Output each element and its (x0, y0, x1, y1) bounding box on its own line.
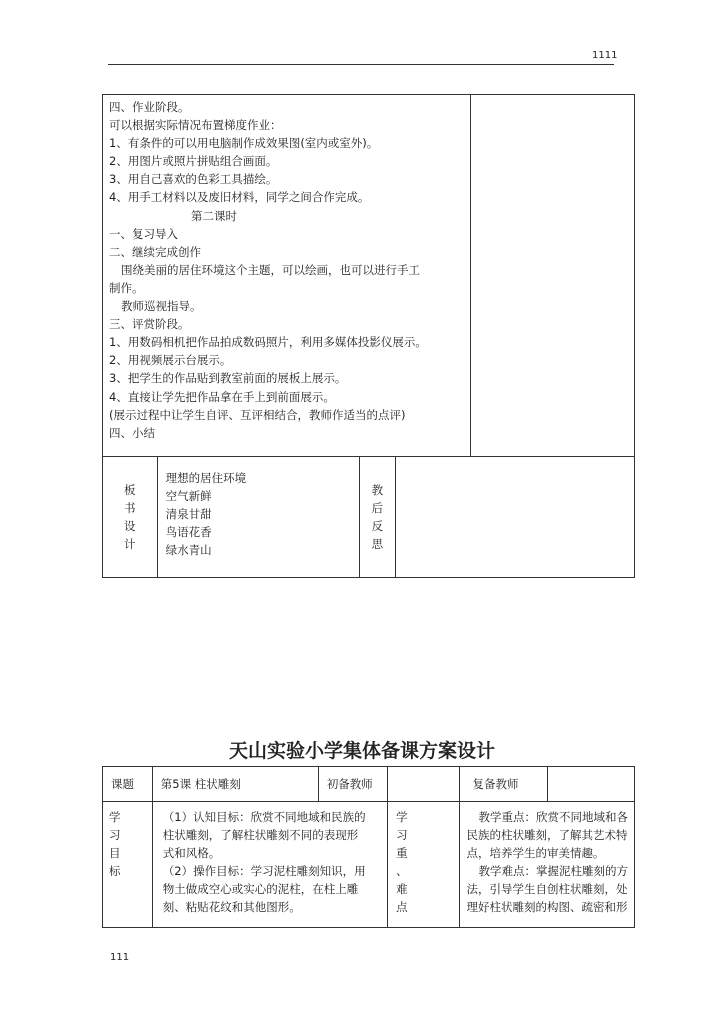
board-item: 空气新鲜 (165, 489, 212, 504)
keypoints-content (460, 802, 635, 928)
keypoint-line: 民族的柱状雕刻，了解其艺术特 (466, 828, 628, 843)
lesson-plan-table (102, 766, 635, 928)
board-item: 清泉甘甜 (165, 507, 212, 522)
objective-line: 柱状雕刻，了解柱状雕刻不同的表现形 (162, 828, 359, 843)
keypoint-line: 理好柱状雕刻的构图、疏密和形 (466, 900, 628, 915)
activity-line: 4、用手工材料以及废旧材料，同学之间合作完成。 (109, 190, 370, 205)
activity-line: 2、用视频展示台展示。 (109, 353, 232, 368)
second-period-heading: 第二课时 (191, 208, 237, 223)
reflection-label: 教 后 反 思 (359, 457, 396, 578)
lesson-label: 课题 (103, 767, 153, 802)
board-item: 鸟语花香 (165, 525, 212, 540)
activity-line: 教师巡视指导。 (121, 299, 202, 314)
objective-line: （1）认知目标：欣赏不同地域和民族的 (162, 810, 366, 824)
objective-line: （2）操作目标：学习泥柱雕刻知识，用 (162, 864, 366, 879)
objective-line: 式和风格。 (162, 846, 221, 861)
plan-title: 天山实验小学集体备课方案设计 (228, 740, 495, 762)
review-teacher-label: 复备教师 (460, 767, 548, 802)
lesson-value: 第5课 柱状雕刻 (152, 767, 318, 802)
activity-line: 围绕美丽的居住环境这个主题，可以绘画，也可以进行手工 (121, 262, 420, 277)
activity-line: 1、有条件的可以用电脑制作成效果图(室内或室外)。 (109, 136, 379, 151)
activity-line: 2、用图片或照片拼贴组合画面。 (109, 154, 278, 169)
activity-line: 三、评赏阶段。 (109, 317, 190, 332)
header-rule (108, 64, 614, 65)
reflection-content (396, 457, 635, 578)
keypoint-line: 教学难点：掌握泥柱雕刻的方 (478, 864, 628, 879)
objectives-content (152, 802, 387, 928)
activity-line: 四、作业阶段。 (109, 100, 190, 114)
board-item: 绿水青山 (165, 543, 212, 558)
board-item: 理想的居住环境 (165, 471, 247, 485)
activity-line: 4、直接让学先把作品拿在手上到前面展示。 (109, 389, 335, 404)
board-design-table (102, 456, 635, 578)
objectives-label: 学 习 目 标 (103, 802, 153, 928)
objective-line: 刻、粘贴花纹和其他图形。 (162, 900, 301, 915)
keypoint-line: 法，引导学生自创柱状雕刻，处 (466, 882, 628, 897)
activity-line: 一、复习导入 (109, 226, 178, 241)
activity-line: (展示过程中让学生自评、互评相结合，教师作适当的点评) (109, 407, 406, 422)
initial-teacher-label: 初备教师 (318, 767, 387, 802)
activity-line: 3、把学生的作品贴到教室前面的展板上展示。 (109, 371, 347, 386)
header-page-number: 1111 (592, 50, 618, 61)
keypoints-label: 学 习 重 、 难 点 (388, 802, 460, 928)
activity-line: 1、用数码相机把作品拍成数码照片，利用多媒体投影仪展示。 (109, 335, 427, 350)
footer-page-number: 111 (110, 952, 130, 963)
activity-line: 二、继续完成创作 (109, 244, 201, 259)
objective-line: 物土做成空心或实心的泥柱，在柱上雕 (162, 882, 359, 897)
keypoint-line: 教学重点：欣赏不同地域和各 (478, 810, 628, 824)
board-design-content (157, 457, 359, 578)
board-design-label: 板 书 设 计 (103, 457, 158, 578)
keypoint-line: 点，培养学生的审美情趣。 (466, 846, 605, 861)
activity-table (102, 94, 635, 457)
activity-cell (103, 95, 471, 457)
initial-teacher-value (388, 767, 460, 802)
activity-line: 3、用自己喜欢的色彩工具描绘。 (109, 172, 278, 187)
activity-side-cell (470, 95, 634, 457)
activity-line: 可以根据实际情况布置梯度作业： (109, 118, 282, 133)
activity-line: 制作。 (109, 280, 144, 295)
review-teacher-value (548, 767, 635, 802)
activity-line: 四、小结 (109, 425, 155, 440)
